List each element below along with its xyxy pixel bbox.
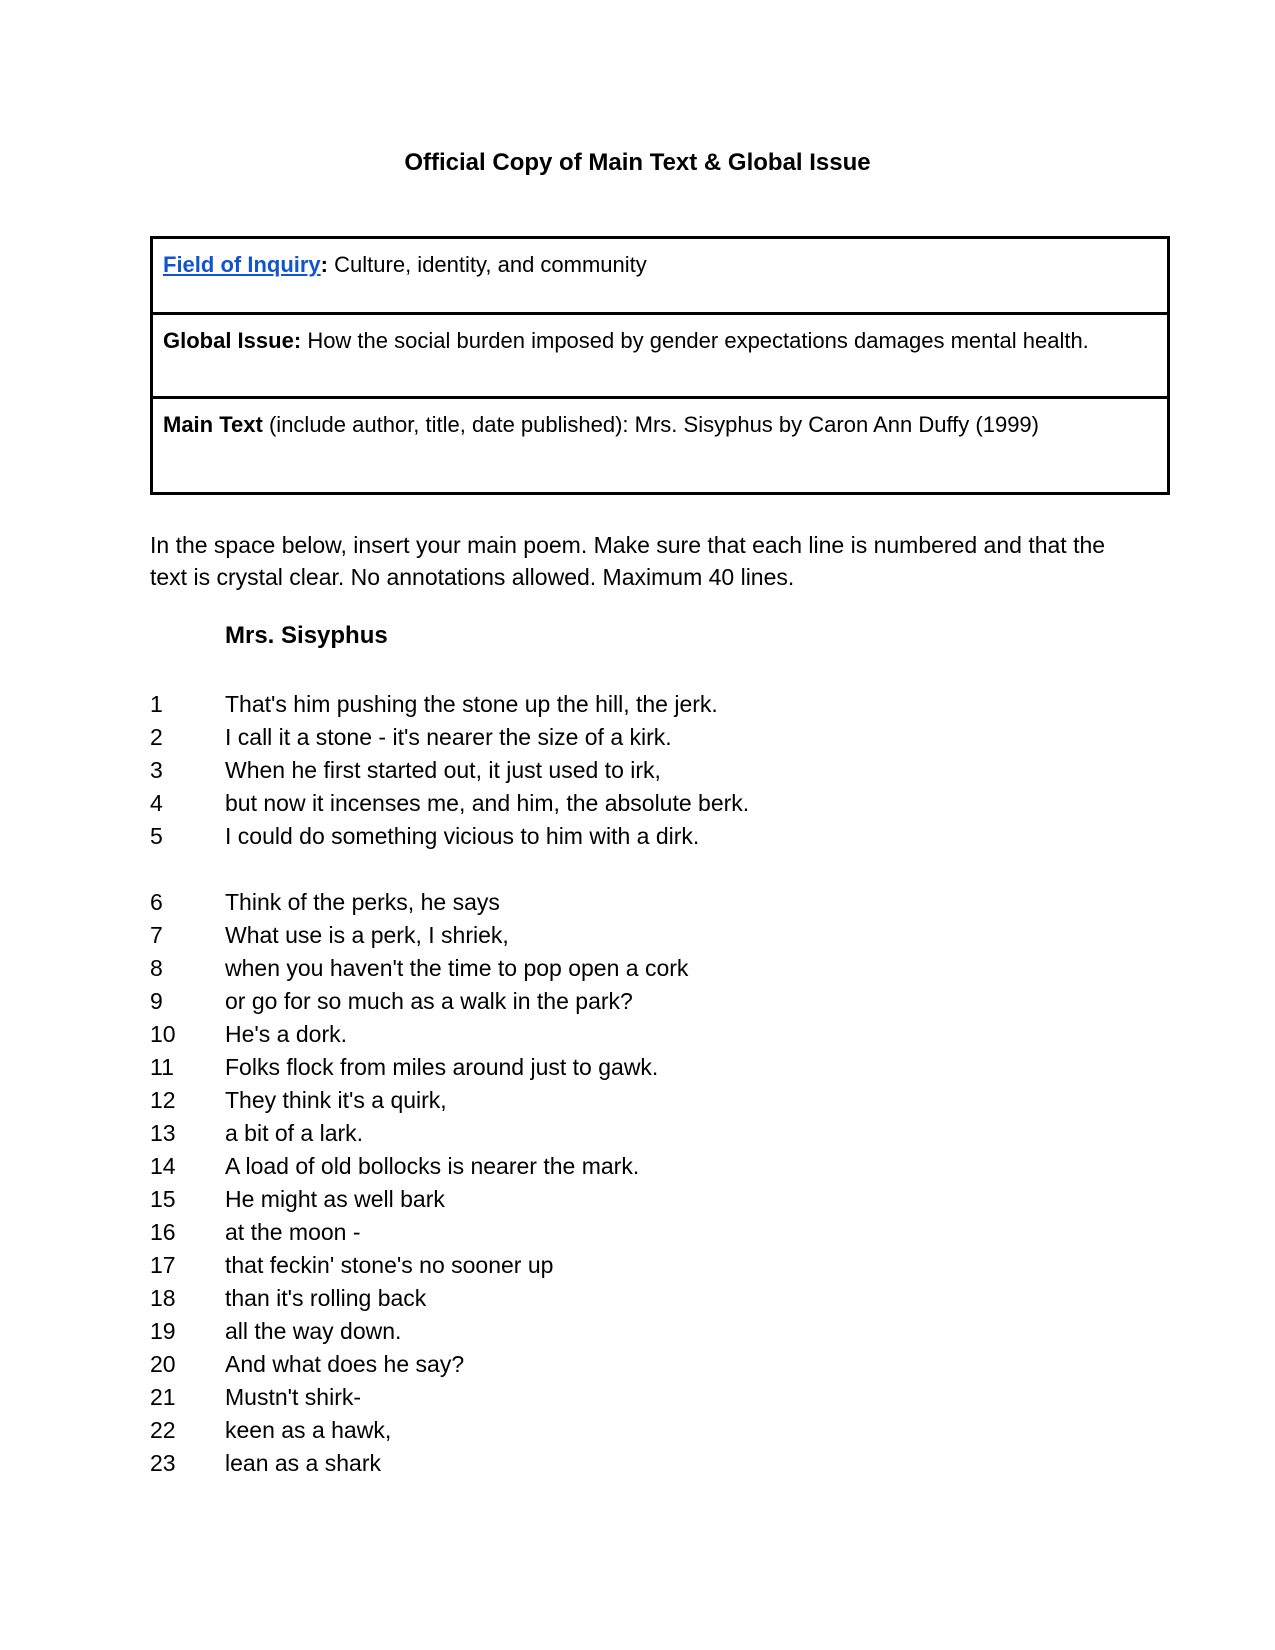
poem-line: [150, 1216, 1275, 1249]
line-number: 21: [150, 1384, 176, 1410]
line-number: 5: [150, 823, 163, 849]
poem-line: [150, 1381, 1275, 1414]
poem-line: [150, 1315, 1275, 1348]
line-number: 15: [150, 1186, 176, 1212]
poem-line: [150, 919, 1275, 952]
line-number: 7: [150, 922, 163, 948]
line-number: 10: [150, 1021, 176, 1047]
line-text: at the moon -: [225, 1219, 361, 1245]
line-number: 6: [150, 889, 163, 915]
poem-title: Mrs. Sisyphus: [225, 622, 388, 649]
poem-line: [150, 688, 1275, 721]
line-text: I could do something vicious to him with a dirk.: [225, 823, 700, 849]
line-text: when you haven't the time to pop open a cork: [225, 955, 689, 981]
line-text: That's him pushing the stone up the hill, the jerk.: [225, 691, 718, 717]
line-number: 13: [150, 1120, 176, 1146]
poem-line: [150, 1117, 1275, 1150]
poem-line: [150, 1414, 1275, 1447]
line-number: 19: [150, 1318, 176, 1344]
poem-line: [150, 1282, 1275, 1315]
line-text: Folks flock from miles around just to gawk.: [225, 1054, 659, 1080]
line-text: When he first started out, it just used to irk,: [225, 757, 661, 783]
field-of-inquiry-colon: :: [320, 252, 328, 277]
poem-line: [150, 754, 1275, 787]
table-row-field-of-inquiry: [152, 238, 1169, 314]
field-of-inquiry-link[interactable]: Field of Inquiry: [163, 252, 321, 277]
poem-stanza-1: [150, 688, 1275, 853]
document-title: Official Copy of Main Text & Global Issue: [404, 149, 871, 176]
poem-line: [150, 1249, 1275, 1282]
line-number: 3: [150, 757, 163, 783]
line-number: 1: [150, 691, 163, 717]
line-number: 14: [150, 1153, 176, 1179]
poem-line: [150, 886, 1275, 919]
line-text: He might as well bark: [225, 1186, 445, 1212]
line-text: than it's rolling back: [225, 1285, 427, 1311]
line-number: 8: [150, 955, 163, 981]
line-text: keen as a hawk,: [225, 1417, 392, 1443]
poem-line: [150, 1051, 1275, 1084]
global-issue-label: Global Issue:: [163, 328, 302, 353]
table-row-main-text: [152, 398, 1169, 494]
info-table: [150, 236, 1170, 495]
instructions-paragraph: [150, 529, 1275, 593]
line-text: a bit of a lark.: [225, 1120, 364, 1146]
poem-line: [150, 820, 1275, 853]
line-text: What use is a perk, I shriek,: [225, 922, 509, 948]
main-text-label: Main Text: [163, 412, 263, 437]
line-number: 4: [150, 790, 163, 816]
line-text: lean as a shark: [225, 1450, 381, 1476]
poem-line: [150, 1348, 1275, 1381]
line-text: or go for so much as a walk in the park?: [225, 988, 633, 1014]
poem-line: [150, 1183, 1275, 1216]
line-number: 20: [150, 1351, 176, 1377]
main-text-rest: (include author, title, date published): Mrs. Sisyphus by Caron Ann Duffy (1999): [268, 412, 1039, 437]
line-number: 2: [150, 724, 163, 750]
line-text: A load of old bollocks is nearer the mark.: [225, 1153, 640, 1179]
line-text: Mustn't shirk-: [225, 1384, 362, 1410]
line-number: 18: [150, 1285, 176, 1311]
line-text: He's a dork.: [225, 1021, 347, 1047]
line-text: I call it a stone - it's nearer the size of a kirk.: [225, 724, 672, 750]
line-number: 16: [150, 1219, 176, 1245]
poem-line: [150, 787, 1275, 820]
global-issue-value: How the social burden imposed by gender expectations damages mental health.: [307, 328, 1089, 353]
line-number: 11: [150, 1054, 174, 1080]
line-number: 17: [150, 1252, 176, 1278]
line-text: that feckin' stone's no sooner up: [225, 1252, 554, 1278]
line-number: 12: [150, 1087, 176, 1113]
field-of-inquiry-value: Culture, identity, and community: [334, 252, 647, 277]
poem-line: [150, 721, 1275, 754]
poem-line: [150, 1084, 1275, 1117]
line-text: but now it incenses me, and him, the absolute berk.: [225, 790, 750, 816]
instructions-line-2: text is crystal clear. No annotations allowed. Maximum 40 lines.: [150, 564, 795, 590]
line-number: 23: [150, 1450, 176, 1476]
line-text: And what does he say?: [225, 1351, 465, 1377]
poem-line: [150, 1150, 1275, 1183]
line-number: 22: [150, 1417, 176, 1443]
instructions-line-1: In the space below, insert your main poem. Make sure that each line is numbered and that the: [150, 532, 1106, 558]
poem: [150, 688, 1275, 1480]
poem-line: [150, 985, 1275, 1018]
line-text: They think it's a quirk,: [225, 1087, 447, 1113]
line-text: Think of the perks, he says: [225, 889, 500, 915]
poem-line: [150, 1018, 1275, 1051]
line-text: all the way down.: [225, 1318, 402, 1344]
poem-line: [150, 952, 1275, 985]
table-row-global-issue: [152, 314, 1169, 398]
poem-stanza-2: [150, 886, 1275, 1480]
line-number: 9: [150, 988, 163, 1014]
poem-line: [150, 1447, 1275, 1480]
